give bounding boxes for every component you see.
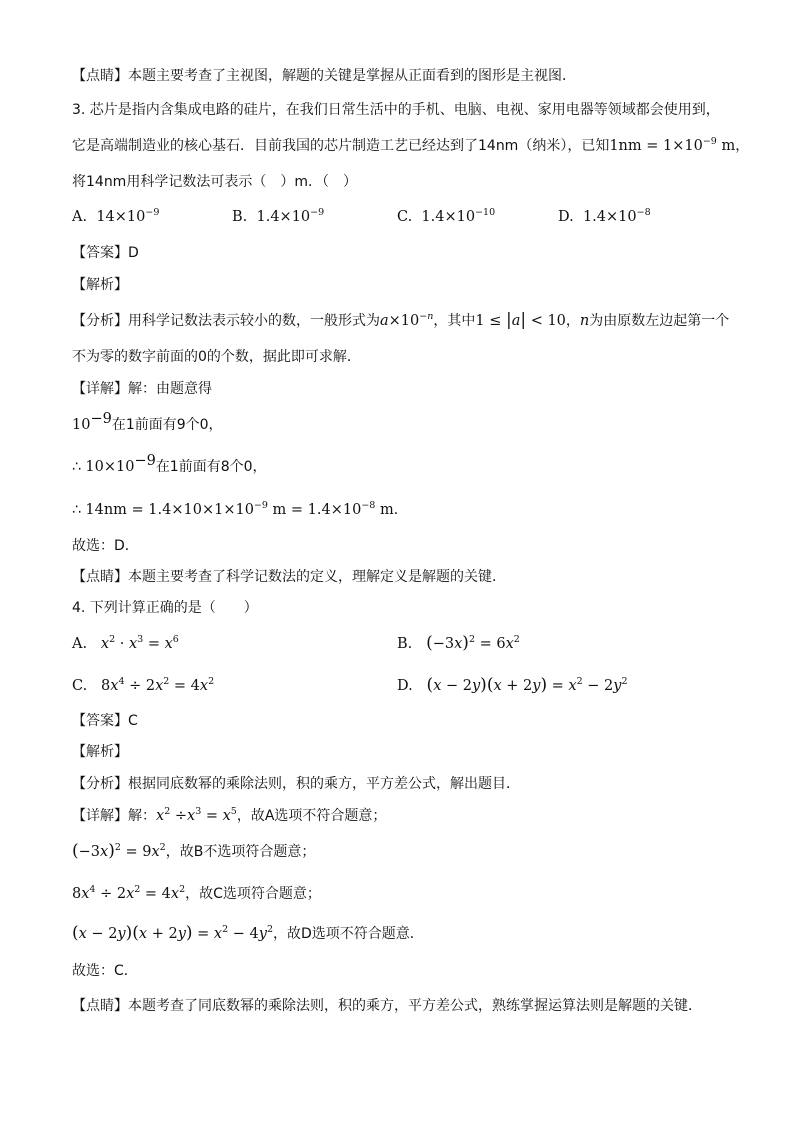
q3-step-2: ∴ $10\times 10^{-9}$在1前面有8个0， xyxy=(72,453,267,475)
q3-stem-line2: 它是高端制造业的核心基石．目前我国的芯片制造工艺已经达到了14nm（纳米），已知$1nm = 1\times 10^{-9}$ m， xyxy=(72,136,750,154)
q3-option-d: D. $1.4\times 10^{-8}$ xyxy=(558,207,651,225)
q3-stem-line1: 3. 芯片是指内含集成电路的硅片，在我们日常生活中的手机、电脑、电视、家用电器等领域都会使用到， xyxy=(72,102,720,118)
q3-stem-line2-text: 它是高端制造业的核心基石．目前我国的芯片制造工艺已经达到了14nm（纳米），已知 xyxy=(72,138,610,154)
q4-detail-1: 【详解】解：$x^2 \div x^3 = x^5$，故A选项不符合题意； xyxy=(72,806,387,824)
q3-option-a: A. $14\times 10^{-9}$ xyxy=(72,207,160,225)
q3-answer: 【答案】D xyxy=(72,245,139,261)
q4-option-d: D. $(x - 2y)(x + 2y) = x^2 - 2y^2$ xyxy=(397,675,628,695)
q4-detail-4: $(x - 2y)(x + 2y) = x^2 - 4y^2$，故D选项不符合题意． xyxy=(72,923,424,943)
q4-analysis-heading: 【解析】 xyxy=(72,744,128,760)
q3-option-c: C. $1.4\times 10^{-10}$ xyxy=(397,207,496,225)
q3-step-3: ∴ $14nm = 1.4\times 10\times 1\times 10^{-9}$ $m = 1.4\times 10^{-8}$ m． xyxy=(72,500,408,518)
q3-step-1: $10^{-9}$在1前面有9个0， xyxy=(72,411,223,433)
q4-option-b: B. $(-3x)^2 = 6x^2$ xyxy=(397,633,520,653)
q4-analysis: 【分析】根据同底数幂的乘除法则，积的乘方，平方差公式，解出题目． xyxy=(72,776,520,792)
q3-detail-heading: 【详解】解：由题意得 xyxy=(72,381,212,397)
q3-unit-eq: $1nm = 1\times 10^{-9}$ m xyxy=(609,136,736,154)
q3-analysis-heading: 【解析】 xyxy=(72,277,128,293)
q3-stem-line3: 将14nm用科学记数法可表示（ ）m．（ ） xyxy=(72,174,357,190)
q4-option-a: A. $x^2 \cdot x^3 = x^6$ xyxy=(72,634,179,652)
q3-analysis-line1: 【分析】用科学记数法表示较小的数，一般形式为$a\times 10^{-n}$，其中1 ≤ |a| < 10，n为由原数左边起第一个 xyxy=(72,310,730,330)
q3-point-note: 【点睛】本题主要考查了科学记数法的定义，理解定义是解题的关键． xyxy=(72,569,506,585)
q4-detail-2: $(-3x)^2 = 9x^2$，故B不选项符合题意； xyxy=(72,841,316,861)
q4-option-c: C. $8x^4 \div 2x^2 = 4x^2$ xyxy=(72,676,215,694)
q3-analysis-line2: 不为零的数字前面的0的个数，据此即可求解． xyxy=(72,349,361,365)
q4-answer: 【答案】C xyxy=(72,713,138,729)
q4-choice: 故选：C． xyxy=(72,963,138,979)
q4-stem: 4. 下列计算正确的是（ ） xyxy=(72,600,258,616)
q3-choice: 故选：D． xyxy=(72,538,139,554)
q3-inequality: 1 ≤ |a| < 10 xyxy=(475,310,566,330)
q4-point-note: 【点睛】本题考查了同底数幂的乘除法则，积的乘方，平方差公式，熟练掌握运算法则是解题的关键． xyxy=(72,998,702,1014)
point-note-q2: 【点睛】本题主要考查了主视图，解题的关键是掌握从正面看到的图形是主视图． xyxy=(72,68,576,84)
q4-detail-3: $8x^4 \div 2x^2 = 4x^2$，故C选项符合题意； xyxy=(72,884,321,902)
q3-option-b: B. $1.4\times 10^{-9}$ xyxy=(232,207,325,225)
